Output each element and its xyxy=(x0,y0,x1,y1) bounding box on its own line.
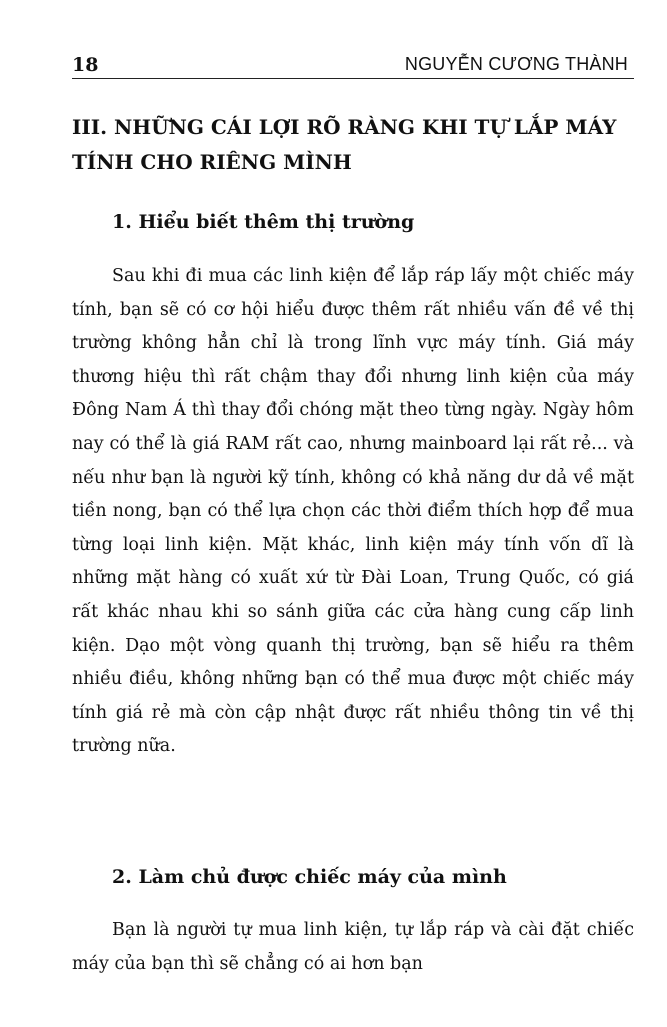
subsection-heading-2: 2. Làm chủ được chiếc máy của mình xyxy=(112,866,507,888)
page-number: 18 xyxy=(72,54,99,76)
page-header xyxy=(72,50,634,80)
paragraph-1: Sau khi đi mua các linh kiện để lắp ráp lấy một chiếc máy tính, bạn sẽ có cơ hội hiểu được thêm rất nhiều vấn đề về thị trường không hẳn chỉ là trong lĩnh vực máy tính. Giá máy thương hiệu thì rất chậm thay đổi nhưng linh kiện của máy Đông Nam Á thì thay đổi chóng mặt theo từng ngày. Ngày hôm nay có thể là giá RAM rất cao, nhưng mainboard lại rất rẻ... và nếu như bạn là người kỹ tính, không có khả năng dư dả về mặt tiền nong, bạn có thể lựa chọn các thời điểm thích hợp để mua từng loại linh kiện. Mặt khác, linh kiện máy tính vốn dĩ là những mặt hàng có xuất xứ từ Đài Loan, Trung Quốc, có giá rất khác nhau khi so sánh giữa các cửa hàng cung cấp linh kiện. Dạo một vòng quanh thị trường, bạn sẽ hiểu ra thêm nhiều điều, không những bạn có thể mua được một chiếc máy tính giá rẻ mà còn cập nhật được rất nhiều thông tin về thị trường nữa. xyxy=(72,266,634,757)
paragraph-2: Bạn là người tự mua linh kiện, tự lắp ráp và cài đặt chiếc máy của bạn thì sẽ chẳng có ai hơn bạn xyxy=(72,920,634,974)
running-head-author: NGUYỄN CƯƠNG THÀNH xyxy=(404,54,628,74)
header-rule xyxy=(72,78,634,79)
section-title: III. NHỮNG CÁI LỢI RÕ RÀNG KHI TỰ LẮP MÁY TÍNH CHO RIÊNG MÌNH xyxy=(72,115,617,174)
subsection-heading-1: 1. Hiểu biết thêm thị trường xyxy=(112,211,415,233)
